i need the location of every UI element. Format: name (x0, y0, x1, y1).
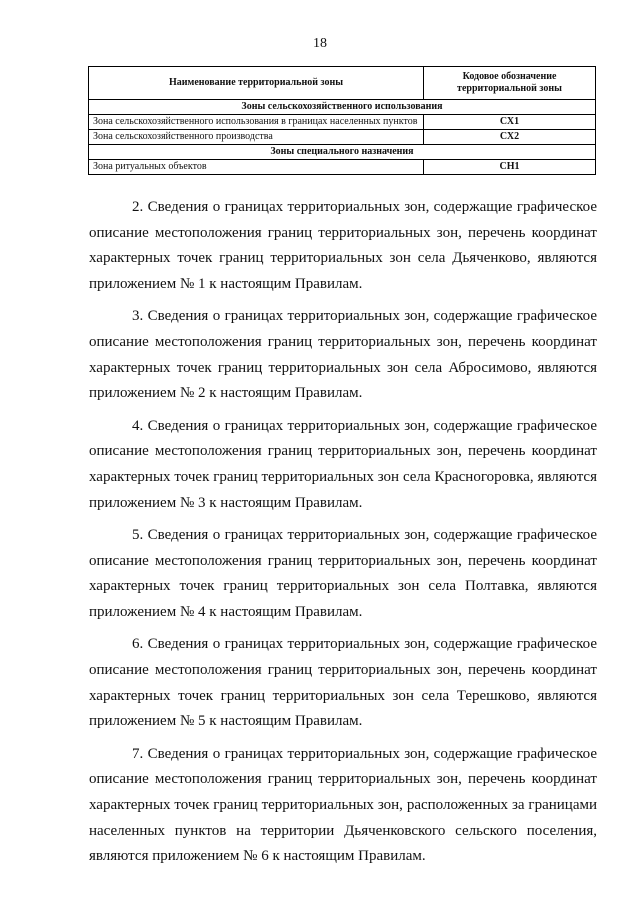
table-group-row (89, 100, 596, 115)
paragraph-7: 7. Сведения о границах территориальных зон, содержащие графическое описание местоположения границ территориальных зон, перечень координат характерных точек границ территориальных зон, расположенных за границами населенных пунктов на территории Дьяченковского сельского поселения, являются приложением № 6 к настоящим Правилам. (89, 745, 597, 865)
table-group-row (89, 145, 596, 160)
table-row (89, 160, 596, 175)
paragraph-6: 6. Сведения о границах территориальных зон, содержащие графическое описание местоположения границ территориальных зон, перечень координат характерных точек границ территориальных зон села Терешково, являются приложением № 5 к настоящим Правилам. (89, 636, 597, 730)
zone-code-cell: СХ2 (424, 130, 596, 145)
zone-name-cell: Зона сельскохозяйственного использования в границах населенных пунктов (89, 115, 424, 130)
zones-table (88, 66, 596, 175)
paragraph-4: 4. Сведения о границах территориальных зон, содержащие графическое описание местоположения границ территориальных зон, перечень координат характерных точек границ территориальных зон села Красногоровка, являются приложением № 3 к настоящим Правилам. (89, 417, 597, 511)
zone-name-cell: Зона сельскохозяйственного производства (89, 130, 424, 145)
header-zone-code: Кодовое обозначение территориальной зоны (424, 67, 596, 100)
table-row (89, 130, 596, 145)
header-zone-name: Наименование территориальной зоны (89, 67, 424, 100)
paragraph-2: 2. Сведения о границах территориальных зон, содержащие графическое описание местоположения границ территориальных зон, перечень координат характерных точек границ территориальных зон села Дьяченково, являются приложением № 1 к настоящим Правилам. (89, 199, 597, 293)
paragraph-5: 5. Сведения о границах территориальных зон, содержащие графическое описание местоположения границ территориальных зон, перечень координат характерных точек границ территориальных зон села Полтавка, являются приложением № 4 к настоящим Правилам. (89, 526, 597, 621)
zone-code-cell: СХ1 (424, 115, 596, 130)
zone-name-cell: Зона ритуальных объектов (89, 160, 424, 175)
body-text (89, 195, 597, 877)
table-header-row (89, 67, 596, 100)
zone-code-cell: СН1 (424, 160, 596, 175)
paragraph-3: 3. Сведения о границах территориальных зон, содержащие графическое описание местоположения границ территориальных зон, перечень координат характерных точек границ территориальных зон села Абросимово, являются приложением № 2 к настоящим Правилам. (89, 308, 597, 402)
table-row (89, 115, 596, 130)
page-number: 18 (313, 36, 327, 51)
group-title-agricultural: Зоны сельскохозяйственного использования (89, 100, 596, 115)
group-title-special: Зоны специального назначения (89, 145, 596, 160)
